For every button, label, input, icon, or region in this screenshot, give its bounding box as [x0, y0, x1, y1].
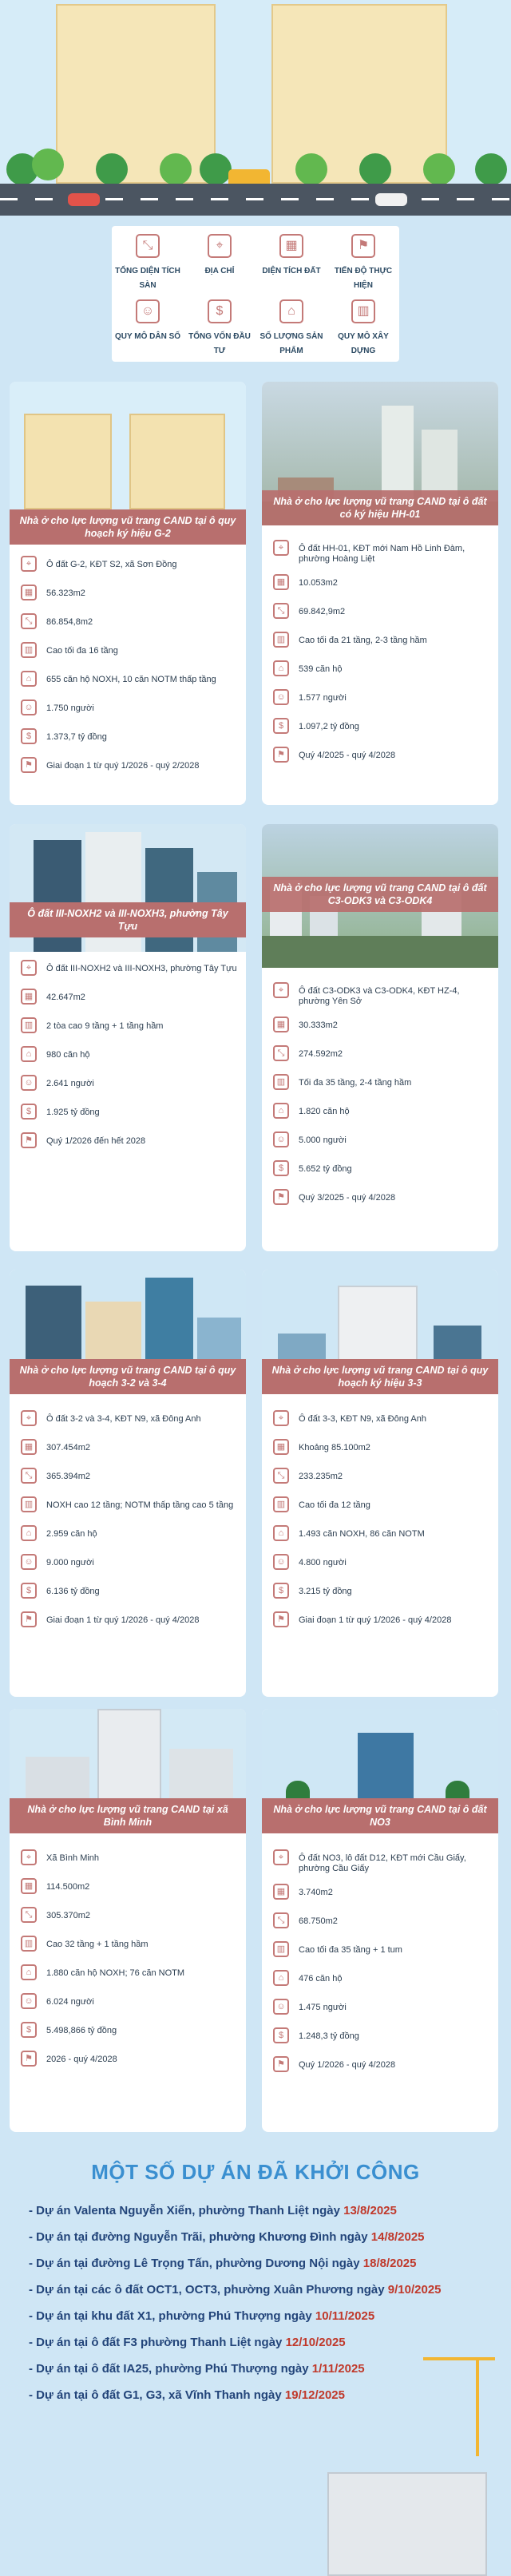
area-icon: ▦ [273, 1439, 289, 1455]
area-icon: ▦ [21, 1878, 37, 1894]
project-card-3-3 [262, 1270, 498, 1697]
detail-address: ⌖ Ô đất 3-3, KĐT N9, xã Đông Anh [273, 1412, 490, 1429]
expand-icon: ⤡ [273, 1468, 289, 1484]
tree [160, 153, 192, 185]
area-icon: ▦ [21, 989, 37, 1005]
detail-scale: ▥ Cao tối đa 16 tầng [21, 644, 238, 661]
progress-icon: ⚑ [21, 757, 37, 773]
expand-icon: ⤡ [21, 1468, 37, 1484]
card-title: Nhà ở cho lực lượng vũ trang CAND tại xã Bình Minh [10, 1798, 246, 1833]
detail-schedule: ⚑ Giai đoạn 1 từ quý 1/2026 - quý 4/2028 [21, 1613, 238, 1631]
detail-units: ⌂ 980 căn hộ [21, 1048, 238, 1065]
area-icon: ▦ [273, 1884, 289, 1900]
apartment-icon: ⌂ [273, 1103, 289, 1119]
tree [96, 153, 128, 185]
detail-floor-area: ⤡ 68.750m2 [273, 1914, 490, 1932]
legend-label: TỔNG DIỆN TÍCH SÀN [115, 267, 180, 290]
legend-label: ĐỊA CHỈ [204, 267, 235, 275]
money-icon: $ [273, 1583, 289, 1599]
card-details [273, 1412, 490, 1642]
car-icon [68, 193, 100, 206]
area-icon: ▦ [21, 585, 37, 600]
detail-land-area: ▦ 3.740m2 [273, 1885, 490, 1903]
map-pin-icon: ⌖ [21, 1410, 37, 1426]
detail-units: ⌂ 539 căn hộ [273, 662, 490, 680]
people-icon: ☺ [21, 1075, 37, 1091]
progress-icon: ⚑ [273, 1611, 289, 1627]
list-item: - Dự án tại ô đất IA25, phường Phú Thượng ngày 1/11/2025 [29, 2362, 365, 2376]
car-icon [375, 193, 407, 206]
area-icon: ▦ [279, 234, 303, 258]
tree [359, 153, 391, 185]
expand-icon: ⤡ [273, 603, 289, 619]
expand-icon: ⤡ [273, 1045, 289, 1061]
progress-icon: ⚑ [273, 2056, 289, 2072]
detail-scale: ▥ Cao tối đa 12 tầng [273, 1498, 490, 1516]
tree [32, 149, 64, 180]
legend-item [112, 299, 184, 343]
progress-icon: ⚑ [21, 2051, 37, 2067]
detail-address: ⌖ Ô đất G-2, KĐT S2, xã Sơn Đồng [21, 557, 238, 575]
project-card-binh-minh [10, 1709, 246, 2132]
expand-icon: ⤡ [21, 1907, 37, 1923]
area-icon: ▦ [21, 1439, 37, 1455]
legend-item [184, 299, 256, 357]
detail-investment: $ 6.136 tỷ đồng [21, 1584, 238, 1602]
area-icon: ▦ [273, 1017, 289, 1032]
card-details [21, 557, 238, 787]
legend-item [184, 234, 256, 277]
tree [200, 153, 232, 185]
detail-population: ☺ 1.577 người [273, 691, 490, 708]
detail-schedule: ⚑ Quý 1/2026 - quý 4/2028 [273, 2058, 490, 2075]
detail-units: ⌂ 1.493 căn NOXH, 86 căn NOTM [273, 1527, 490, 1544]
detail-units: ⌂ 476 căn hộ [273, 1972, 490, 1989]
detail-investment: $ 1.925 tỷ đồng [21, 1105, 238, 1123]
list-item: - Dự án tại các ô đất OCT1, OCT3, phường Xuân Phương ngày 9/10/2025 [29, 2283, 442, 2297]
detail-population: ☺ 5.000 người [273, 1133, 490, 1151]
detail-schedule: ⚑ Giai đoạn 1 từ quý 1/2026 - quý 2/2028 [21, 759, 238, 776]
money-icon: $ [21, 728, 37, 744]
map-pin-icon: ⌖ [21, 960, 37, 976]
progress-icon: ⚑ [273, 747, 289, 763]
detail-units: ⌂ 1.880 căn hộ NOXH; 76 căn NOTM [21, 1966, 238, 1984]
detail-scale: ▥ Cao tối đa 35 tầng + 1 tum [273, 1943, 490, 1960]
detail-units: ⌂ 1.820 căn hộ [273, 1104, 490, 1122]
detail-schedule: ⚑ Quý 4/2025 - quý 4/2028 [273, 748, 490, 766]
legend-label: SỐ LƯỢNG SẢN PHẨM [259, 332, 323, 355]
detail-address: ⌖ Ô đất C3-ODK3 và C3-ODK4, KĐT HZ-4, phường Yên Sở [273, 984, 490, 1007]
money-icon: $ [21, 1104, 37, 1120]
building-icon: ▥ [273, 1496, 289, 1512]
project-illustration [10, 382, 246, 509]
detail-population: ☺ 2.641 người [21, 1076, 238, 1094]
building-icon: ▥ [273, 1074, 289, 1090]
detail-address: ⌖ Ô đất III-NOXH2 và III-NOXH3, phường Tây Tựu [21, 961, 238, 979]
detail-schedule: ⚑ 2026 - quý 4/2028 [21, 2052, 238, 2070]
card-title: Nhà ở cho lực lượng vũ trang CAND tại ô đất có ký hiệu HH-01 [262, 490, 498, 525]
building-icon: ▥ [21, 1017, 37, 1033]
detail-scale: ▥ 2 tòa cao 9 tầng + 1 tầng hầm [21, 1019, 238, 1036]
card-title: Nhà ở cho lực lượng vũ trang CAND tại ô đất NO3 [262, 1798, 498, 1833]
detail-address: ⌖ Ô đất HH-01, KĐT mới Nam Hồ Linh Đàm, phường Hoàng Liệt [273, 541, 490, 565]
detail-investment: $ 5.652 tỷ đồng [273, 1162, 490, 1179]
card-title: Nhà ở cho lực lượng vũ trang CAND tại ô quy hoạch ký hiệu G-2 [10, 509, 246, 545]
section-title: MỘT SỐ DỰ ÁN ĐÃ KHỞI CÔNG [91, 2160, 420, 2184]
legend-item [112, 234, 184, 291]
detail-scale: ▥ Tối đa 35 tầng, 2-4 tầng hầm [273, 1076, 490, 1093]
detail-units: ⌂ 655 căn hộ NOXH, 10 căn NOTM thấp tầng [21, 672, 238, 690]
project-card-g2 [10, 382, 246, 805]
people-icon: ☺ [273, 1554, 289, 1570]
card-details [273, 541, 490, 777]
legend-label: TỔNG VỐN ĐẦU TƯ [188, 332, 251, 355]
detail-population: ☺ 6.024 người [21, 1995, 238, 2012]
apartment-icon: ⌂ [279, 299, 303, 323]
expand-icon: ⤡ [273, 1912, 289, 1928]
detail-floor-area: ⤡ 69.842,9m2 [273, 604, 490, 622]
apartment-building-right [271, 4, 447, 184]
card-title: Nhà ở cho lực lượng vũ trang CAND tại ô đất C3-ODK3 và C3-ODK4 [262, 877, 498, 912]
progress-icon: ⚑ [351, 234, 375, 258]
detail-scale: ▥ Cao tối đa 21 tầng, 2-3 tầng hầm [273, 633, 490, 651]
detail-scale: ▥ Cao 32 tầng + 1 tầng hầm [21, 1937, 238, 1955]
started-projects-list [29, 2203, 492, 2414]
detail-land-area: ▦ 56.323m2 [21, 586, 238, 604]
map-pin-icon: ⌖ [21, 556, 37, 572]
project-card-no3 [262, 1709, 498, 2132]
list-item: - Dự án tại khu đất X1, phường Phú Thượng ngày 10/11/2025 [29, 2309, 375, 2323]
building-icon: ▥ [351, 299, 375, 323]
project-card-noxh [10, 824, 246, 1251]
money-icon: $ [21, 2022, 37, 2038]
progress-icon: ⚑ [273, 1189, 289, 1205]
list-item: - Dự án tại ô đất F3 phường Thanh Liệt ngày 12/10/2025 [29, 2336, 346, 2349]
apartment-icon: ⌂ [21, 1525, 37, 1541]
detail-investment: $ 1.248,3 tỷ đồng [273, 2029, 490, 2047]
legend-label: QUY MÔ DÂN SỐ [114, 332, 181, 341]
expand-icon: ⤡ [21, 613, 37, 629]
hero-illustration [0, 0, 511, 216]
detail-units: ⌂ 2.959 căn hộ [21, 1527, 238, 1544]
legend-label: TIẾN ĐỘ THỰC HIỆN [334, 267, 393, 290]
legend-box [112, 226, 399, 362]
card-title: Nhà ở cho lực lượng vũ trang CAND tại ô quy hoạch 3-2 và 3-4 [10, 1359, 246, 1394]
building-icon: ▥ [273, 632, 289, 648]
detail-land-area: ▦ 114.500m2 [21, 1880, 238, 1897]
detail-schedule: ⚑ Giai đoạn 1 từ quý 1/2026 - quý 4/2028 [273, 1613, 490, 1631]
apartment-building-left [56, 4, 216, 184]
legend-label: DIỆN TÍCH ĐẤT [262, 267, 321, 275]
map-pin-icon: ⌖ [273, 1849, 289, 1865]
detail-land-area: ▦ 42.647m2 [21, 990, 238, 1008]
detail-land-area: ▦ Khoảng 85.100m2 [273, 1441, 490, 1458]
detail-schedule: ⚑ Quý 1/2026 đến hết 2028 [21, 1134, 238, 1151]
detail-population: ☺ 1.475 người [273, 2000, 490, 2018]
list-item: - Dự án Valenta Nguyễn Xiển, phường Thanh Liệt ngày 13/8/2025 [29, 2204, 397, 2217]
detail-investment: $ 1.097,2 tỷ đồng [273, 719, 490, 737]
detail-floor-area: ⤡ 86.854,8m2 [21, 615, 238, 632]
people-icon: ☺ [273, 1999, 289, 2015]
project-card-3-2-3-4 [10, 1270, 246, 1697]
money-icon: $ [208, 299, 232, 323]
card-title: Nhà ở cho lực lượng vũ trang CAND tại ô quy hoạch ký hiệu 3-3 [262, 1359, 498, 1394]
legend-item [256, 234, 327, 277]
detail-floor-area: ⤡ 305.370m2 [21, 1908, 238, 1926]
people-icon: ☺ [21, 1554, 37, 1570]
list-item: - Dự án tại đường Nguyễn Trãi, phường Khương Đình ngày 14/8/2025 [29, 2230, 425, 2244]
detail-land-area: ▦ 307.454m2 [21, 1441, 238, 1458]
card-details [21, 1412, 238, 1642]
map-pin-icon: ⌖ [273, 540, 289, 556]
money-icon: $ [273, 2027, 289, 2043]
legend-label: QUY MÔ XÂY DỰNG [338, 332, 389, 355]
money-icon: $ [273, 1160, 289, 1176]
map-pin-icon: ⌖ [273, 982, 289, 998]
expand-icon: ⤡ [136, 234, 160, 258]
apartment-icon: ⌂ [21, 1964, 37, 1980]
people-icon: ☺ [21, 1993, 37, 2009]
crane-icon [476, 2360, 479, 2456]
apartment-icon: ⌂ [273, 1970, 289, 1986]
card-title: Ô đất III-NOXH2 và III-NOXH3, phường Tây Tựu [10, 902, 246, 937]
detail-investment: $ 3.215 tỷ đồng [273, 1584, 490, 1602]
money-icon: $ [273, 718, 289, 734]
map-pin-icon: ⌖ [208, 234, 232, 258]
detail-scale: ▥ NOXH cao 12 tầng; NOTM thấp tầng cao 5 tầng [21, 1498, 238, 1516]
building-icon: ▥ [21, 642, 37, 658]
map-pin-icon: ⌖ [21, 1849, 37, 1865]
money-icon: $ [21, 1583, 37, 1599]
tree [295, 153, 327, 185]
detail-population: ☺ 1.750 người [21, 701, 238, 719]
card-details [273, 1851, 490, 2087]
people-icon: ☺ [273, 1131, 289, 1147]
apartment-icon: ⌂ [273, 660, 289, 676]
apartment-icon: ⌂ [21, 671, 37, 687]
tree [475, 153, 507, 185]
list-item: - Dự án tại ô đất G1, G3, xã Vĩnh Thanh ngày 19/12/2025 [29, 2388, 345, 2402]
project-card-c3odk [262, 824, 498, 1251]
apartment-icon: ⌂ [273, 1525, 289, 1541]
detail-investment: $ 5.498,866 tỷ đồng [21, 2023, 238, 2041]
detail-population: ☺ 9.000 người [21, 1556, 238, 1573]
detail-floor-area: ⤡ 274.592m2 [273, 1047, 490, 1064]
building-icon: ▥ [21, 1936, 37, 1952]
legend-item [327, 299, 399, 357]
card-details [21, 961, 238, 1163]
progress-icon: ⚑ [21, 1611, 37, 1627]
detail-schedule: ⚑ Quý 3/2025 - quý 4/2028 [273, 1191, 490, 1208]
people-icon: ☺ [136, 299, 160, 323]
started-projects-section [0, 2142, 511, 2576]
detail-floor-area: ⤡ 233.235m2 [273, 1469, 490, 1487]
detail-population: ☺ 4.800 người [273, 1556, 490, 1573]
people-icon: ☺ [273, 689, 289, 705]
construction-building [327, 2472, 487, 2576]
detail-address: ⌖ Ô đất 3-2 và 3-4, KĐT N9, xã Đông Anh [21, 1412, 238, 1429]
detail-floor-area: ⤡ 365.394m2 [21, 1469, 238, 1487]
project-card-hh01 [262, 382, 498, 805]
detail-address: ⌖ Xã Bình Minh [21, 1851, 238, 1869]
detail-address: ⌖ Ô đất NO3, lô đất D12, KĐT mới Cầu Giấy, phường Cầu Giấy [273, 1851, 490, 1874]
list-item: - Dự án tại đường Lê Trọng Tấn, phường Dương Nội ngày 18/8/2025 [29, 2257, 417, 2270]
card-details [21, 1851, 238, 2081]
area-icon: ▦ [273, 574, 289, 590]
building-icon: ▥ [273, 1941, 289, 1957]
tree [423, 153, 455, 185]
people-icon: ☺ [21, 699, 37, 715]
legend-item [256, 299, 327, 357]
building-icon: ▥ [21, 1496, 37, 1512]
apartment-icon: ⌂ [21, 1046, 37, 1062]
detail-land-area: ▦ 10.053m2 [273, 576, 490, 593]
card-details [273, 984, 490, 1219]
detail-investment: $ 1.373,7 tỷ đồng [21, 730, 238, 747]
crane-arm [423, 2357, 495, 2360]
map-pin-icon: ⌖ [273, 1410, 289, 1426]
detail-land-area: ▦ 30.333m2 [273, 1018, 490, 1036]
legend-item [327, 234, 399, 291]
progress-icon: ⚑ [21, 1132, 37, 1148]
